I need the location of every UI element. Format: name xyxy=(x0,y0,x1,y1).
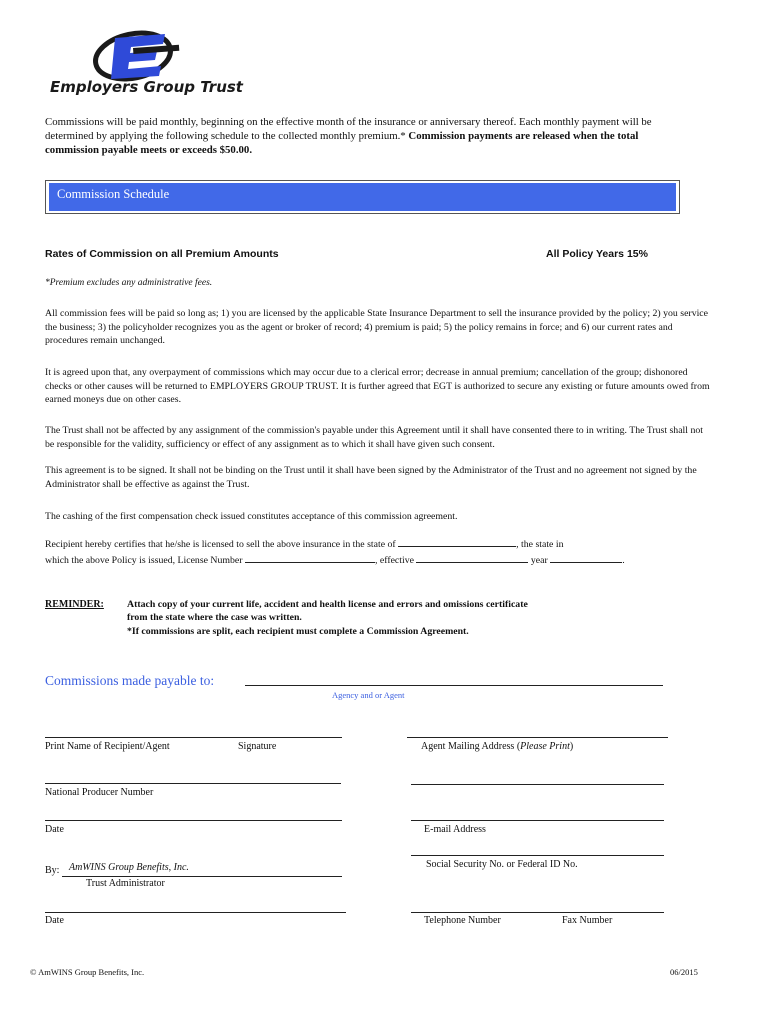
intro-text: Commissions will be paid monthly, beginning on the effective month of the insurance or anniversary thereof. Each monthly payment will be determined by applying the following schedule to the collected monthly premium.* xyxy=(45,116,652,142)
terms-paragraph-5: The cashing of the first compensation check issued constitutes acceptance of this commission agreement. xyxy=(45,511,458,522)
year-field[interactable] xyxy=(550,552,622,563)
certification-text xyxy=(45,536,725,568)
mailing-address-line[interactable] xyxy=(407,737,668,738)
intro-paragraph xyxy=(45,115,695,157)
certify-text-2: , the state in xyxy=(516,539,564,550)
commission-schedule-bar xyxy=(49,183,676,211)
state-field[interactable] xyxy=(398,536,516,547)
footer-copyright: © AmWINS Group Benefits, Inc. xyxy=(30,967,145,977)
date-label-1: Date xyxy=(45,824,64,835)
payable-field[interactable] xyxy=(245,685,663,686)
mailing-close-text: ) xyxy=(569,741,574,752)
signature-label: Signature xyxy=(238,741,277,752)
by-label: By: xyxy=(45,865,60,876)
producer-number-line[interactable] xyxy=(45,783,341,784)
date-line-2[interactable] xyxy=(45,912,346,913)
producer-number-label: National Producer Number xyxy=(45,787,154,798)
certify-text-1: Recipient hereby certifies that he/she is licensed to sell the above insurance in the state of xyxy=(45,539,396,550)
print-name-line[interactable] xyxy=(45,737,342,738)
fax-label: Fax Number xyxy=(562,915,613,926)
telephone-label: Telephone Number xyxy=(424,915,501,926)
reminder-line-1: Attach copy of your current life, accident and health license and errors and omissions certificate xyxy=(127,599,528,610)
license-number-field[interactable] xyxy=(245,552,375,563)
email-label: E-mail Address xyxy=(424,824,486,835)
certify-text-3: which the above Policy is issued, License Number xyxy=(45,555,243,566)
reminder-line-3: *If commissions are split, each recipient must complete a Commission Agreement. xyxy=(127,626,469,637)
terms-paragraph-2: It is agreed upon that, any overpayment of commissions which may occur due to a clerical error; decrease in annual premium; cancellation of the group; dishonored checks or other causes will be returned to EMPLOYERS GROUP TRUST. It is further agreed that EGT is authorized to secure any existing or future amounts owed from earned moneys due on other cases. xyxy=(45,367,710,405)
terms-paragraph-4: This agreement is to be signed. It shall not be binding on the Trust until it shall have been signed by the Administrator of the Trust and no agreement not signed by the Administrator shall be effective as against the Trust. xyxy=(45,465,697,490)
certification-line-2 xyxy=(45,552,725,568)
certification-line-1 xyxy=(45,536,725,552)
print-name-label: Print Name of Recipient/Agent xyxy=(45,741,170,752)
terms-paragraph-3: The Trust shall not be affected by any assignment of the commission's payable under this Agreement until it shall have consented there to in writing. The Trust shall not be responsible for the validity, sufficiency or effect of any assignment as to which it shall have given such consent. xyxy=(45,425,703,450)
trust-admin-label: Trust Administrator xyxy=(86,878,165,889)
egt-logo-icon xyxy=(85,26,195,84)
telephone-line[interactable] xyxy=(411,912,664,913)
certify-text-4: , effective xyxy=(374,555,414,566)
by-line[interactable] xyxy=(62,876,342,877)
payable-sublabel: Agency and or Agent xyxy=(332,690,405,700)
reminder-label: REMINDER: xyxy=(45,599,104,610)
rates-value: All Policy Years 15% xyxy=(546,248,648,260)
please-print-text: Please Print xyxy=(520,741,570,752)
date-label-2: Date xyxy=(45,915,64,926)
effective-field[interactable] xyxy=(416,552,528,563)
certify-text-5: year xyxy=(530,555,548,566)
intro-bold-text: Commission payments are released when the total commission payable meets or exceeds $50.00. xyxy=(45,130,639,156)
rates-label: Rates of Commission on all Premium Amounts xyxy=(45,248,279,260)
ssn-label: Social Security No. or Federal ID No. xyxy=(426,859,578,870)
reminder-line-2: from the state where the case was written. xyxy=(127,612,302,623)
ssn-line[interactable] xyxy=(411,855,664,856)
mailing-address-line-2[interactable] xyxy=(411,784,664,785)
email-line[interactable] xyxy=(411,820,664,821)
certify-text-6: . xyxy=(622,555,625,566)
commission-schedule-title: Commission Schedule xyxy=(57,187,170,201)
premium-footnote: *Premium excludes any administrative fees. xyxy=(45,278,213,288)
commission-schedule-box xyxy=(45,180,680,214)
payable-label: Commissions made payable to: xyxy=(45,673,215,688)
company-logo xyxy=(85,26,195,84)
mailing-address-text: Agent Mailing Address ( xyxy=(421,741,521,752)
by-value: AmWINS Group Benefits, Inc. xyxy=(69,862,189,873)
terms-paragraph-1: All commission fees will be paid so long as; 1) you are licensed by the applicable State Insurance Department to sell the insurance provided by the policy; 2) you service the business; 3) the policyholder recognizes you as the agent or broker of record; 4) premium is paid; 5) the policy remains in force; and 6) our current rates and procedures remain unchanged. xyxy=(45,308,709,346)
company-name: Employers Group Trust xyxy=(50,78,243,96)
mailing-address-label xyxy=(421,741,573,752)
footer-date: 06/2015 xyxy=(670,967,698,977)
date-line-1[interactable] xyxy=(45,820,342,821)
